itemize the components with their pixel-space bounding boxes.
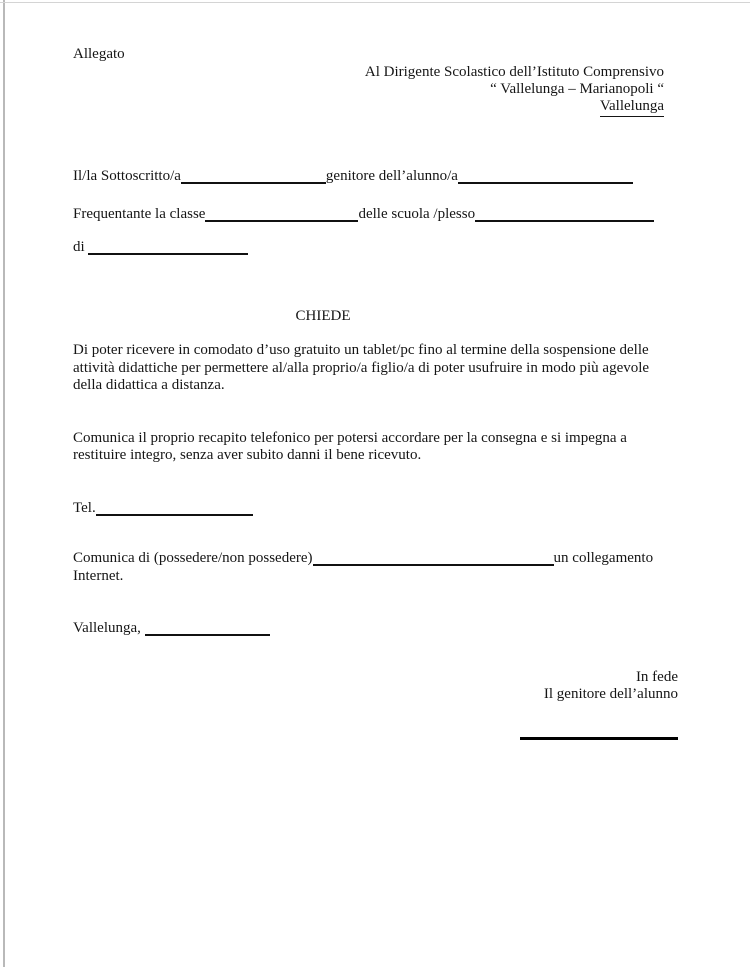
of-row	[73, 238, 678, 256]
date-field	[145, 619, 270, 636]
recipient-line-1: Al Dirigente Scolastico dell’Istituto Comprensivo	[364, 64, 664, 80]
signature-line	[520, 737, 678, 740]
recipient-line-3	[73, 98, 664, 117]
page-top-edge	[0, 2, 750, 3]
parent-label: genitore dell’alunno/a	[325, 168, 458, 184]
school-field	[475, 205, 654, 222]
signer-label: Il genitore dell’alunno	[543, 686, 678, 702]
request-paragraph: Di poter ricevere in comodato d’uso gratuito un tablet/pc fino al termine della sospensione delle attività didattiche per permettere al/alla proprio/a figlio/a di poter usufruire in modo più agevole della didattica a distanza.	[73, 342, 650, 393]
subscriber-name-field	[181, 167, 326, 184]
class-field	[205, 205, 358, 222]
internet-row	[73, 549, 678, 585]
in-fede-label: In fede	[635, 668, 678, 685]
closing-block	[73, 669, 678, 704]
internet-line-2: Internet.	[73, 567, 124, 584]
of-label: di	[73, 239, 85, 255]
phone-paragraph: Comunica il proprio recapito telefonico per potersi accordare per la consegna e si impegna a restituire integro, senza aver subito danni il bene ricevuto.	[73, 429, 627, 463]
internet-line-1	[73, 549, 678, 567]
internet-label: Comunica di (possedere/non possedere)	[73, 549, 313, 566]
request-heading: CHIEDE	[295, 308, 351, 324]
attachment-label: Allegato	[73, 46, 125, 62]
page-left-edge	[3, 0, 5, 967]
place-date-row	[73, 619, 678, 637]
telephone-field	[96, 499, 253, 516]
internet-field	[313, 549, 554, 566]
telephone-label: Tel.	[73, 499, 96, 516]
class-row	[73, 205, 678, 223]
recipient-place-underlined: Vallelunga	[600, 98, 664, 117]
of-field	[88, 238, 248, 255]
place-label: Vallelunga,	[73, 619, 141, 636]
school-label: delle scuola /plesso	[358, 206, 476, 222]
recipient-line-2: “ Vallelunga – Marianopoli “	[490, 81, 664, 97]
subscriber-row	[73, 167, 678, 185]
class-label: Frequentante la classe	[73, 206, 206, 222]
student-name-field	[458, 167, 633, 184]
telephone-row	[73, 499, 678, 517]
internet-suffix: un collegamento	[553, 549, 654, 566]
recipient-block	[73, 64, 664, 117]
subscriber-label: Il/la Sottoscritto/a	[73, 168, 181, 184]
